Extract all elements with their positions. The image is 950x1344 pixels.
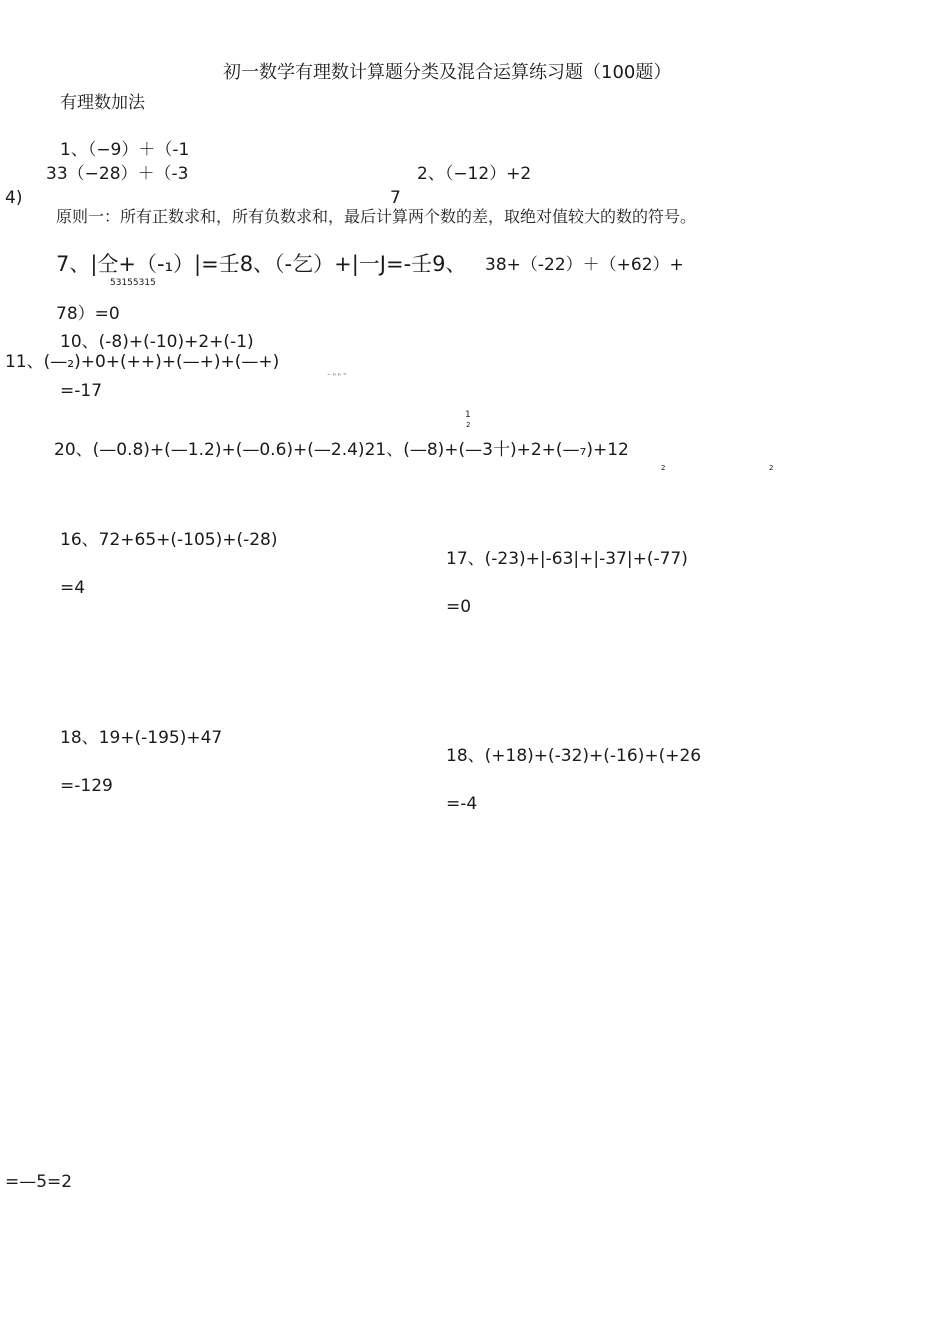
problem-18b: 18、(+18)+(-32)+(-16)+(+26: [446, 746, 702, 766]
problem-10: 10、(-8)+(-10)+2+(-1): [60, 332, 254, 352]
problems-20-21: 20、(—0.8)+(—1.2)+(—0.6)+(—2.4)21、(—8)+(—3十)+2+(—₇)+12: [54, 440, 629, 460]
page-title: 初一数学有理数计算题分类及混合运算练习题（100题）: [223, 62, 672, 83]
fraction-mark-top: 1: [465, 410, 471, 420]
problem-17-result: =0: [446, 597, 472, 617]
problems-7-8-9: 7、|仝+（-₁）|=壬8、（-乞）+|一J=-壬9、: [56, 252, 467, 276]
fragment-7: 7: [390, 188, 401, 208]
problem-9-continued: 38+（-22）＋（+62）+: [485, 255, 684, 275]
problem-3: 33（−28）＋（-3: [46, 164, 189, 184]
problem-9-result: 78）=0: [56, 304, 120, 324]
problem-1: 1、（−9）＋（-1: [60, 140, 190, 160]
bottom-result: =—5=2: [5, 1172, 73, 1192]
problem-11-mark: ⁻ ⁿ ⁿ ⁼: [327, 372, 347, 380]
problem-18a-result: =-129: [60, 776, 113, 796]
fraction-mark-bottom: 2: [466, 421, 471, 429]
problem-18b-result: =-4: [446, 794, 478, 814]
fragment-4: 4): [5, 188, 23, 208]
problem-16-result: =4: [60, 578, 86, 598]
problem-18a: 18、19+(-195)+47: [60, 728, 223, 748]
problem-2: 2、（−12）+2: [417, 164, 532, 184]
problem-11-result: =-17: [60, 381, 103, 401]
rule-one: 原则一：所有正数求和，所有负数求和，最后计算两个数的差，取绝对值较大的数的符号。: [56, 207, 697, 226]
small-digits: 53155315: [110, 278, 156, 288]
problem-17: 17、(-23)+|-63|+|-37|+(-77): [446, 549, 688, 569]
section-heading: 有理数加法: [60, 93, 145, 113]
problem-11: 11、(—₂)+0+(++)+(—+)+(—+): [5, 352, 280, 372]
subscript-2b: 2: [769, 464, 774, 472]
problem-16: 16、72+65+(-105)+(-28): [60, 530, 278, 550]
subscript-2a: 2: [661, 464, 666, 472]
